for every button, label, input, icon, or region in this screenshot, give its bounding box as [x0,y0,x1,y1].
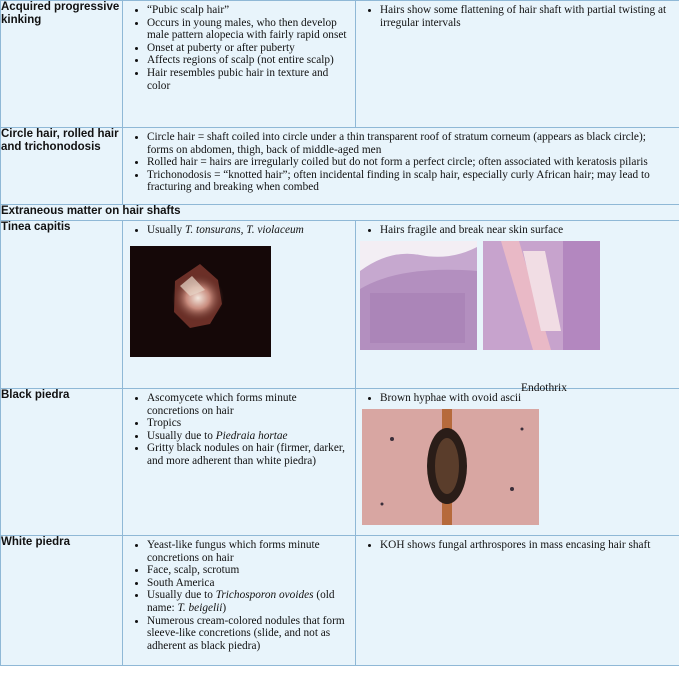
clinical-cell-white-piedra [123,536,356,666]
clinical-cell-acquired-kinking [123,1,356,128]
list-item: • Hairs show some flattening of hair shaft with partial twisting at irregular intervals [380,4,675,29]
table-row-white-piedra [1,536,679,666]
tinea-histology-photo-left [360,241,477,350]
list-item: • Yeast-like fungus which forms minute concretions on hair [147,539,351,564]
row-name-circle-hair: Circle hair, rolled hair and trichonodosis [1,128,123,205]
text-prefix: Usually [147,224,185,236]
clinical-cell-tinea-capitis [123,221,356,389]
organism-old-name: T. beigelii [177,601,223,614]
micro-cell-white-piedra [356,536,679,666]
list-item: • Occurs in young males, who then develop male pattern alopecia with fairly rapid onset [147,17,351,42]
text-prefix: Usually due to [147,589,216,602]
micro-cell-tinea-capitis [356,221,679,394]
list-item: • “Pubic scalp hair” [147,4,351,17]
list-item: • Brown hyphae with ovoid ascii [380,392,675,405]
list-item: • Affects regions of scalp (not entire scalp) [147,54,351,67]
text-middle: (old name: [147,589,335,614]
list-item: • South America [147,577,351,590]
description-cell-circle-hair [123,128,679,205]
micro-cell-black-piedra [356,389,679,536]
list-item: • Circle hair = shaft coiled into circle under a thin transparent roof of stratum corneum (appears as black circle); forms on abdomen, thigh, back of middle-aged men [147,131,675,156]
row-name-white-piedra: White piedra [1,536,123,666]
tinea-clinical-photo [130,246,271,357]
text-suffix: ) [222,601,227,614]
table-row-tinea-capitis [1,221,679,389]
row-name-tinea-capitis: Tinea capitis [1,221,123,389]
figure-caption: Endothrix [521,381,567,394]
row-name-acquired-kinking: Acquired progressive kinking [1,1,123,128]
list-item: • Hair resembles pubic hair in texture and color [147,67,351,92]
table-row-acquired-kinking [1,1,679,128]
organism-name: T. tonsurans, T. violaceum [184,224,304,236]
list-item [147,224,351,237]
table-row-black-piedra [1,389,679,536]
text-prefix: Usually due to [147,429,216,442]
list-item: • Rolled hair = hairs are irregularly coiled but do not form a perfect circle; often associated with keratosis pilaris [147,156,675,169]
section-title: Extraneous matter on hair shafts [1,205,679,221]
row-name-black-piedra: Black piedra [1,389,123,536]
organism-name: Piedraia hortae [215,429,288,442]
micro-cell-acquired-kinking [356,1,679,128]
organism-name: Trichosporon ovoides [215,589,314,602]
black-piedra-photo [362,409,539,525]
table-row-circle-hair [1,128,679,205]
section-header-row [1,205,679,221]
list-item: • KOH shows fungal arthrospores in mass encasing hair shaft [380,539,675,552]
list-item: • Onset at puberty or after puberty [147,42,351,55]
list-item: • Trichonodosis = “knotted hair”; often incidental finding in scalp hair, especially curly African hair; may lead to fracturing and breaking when combed [147,169,675,194]
list-item [147,589,351,614]
list-item: • Hairs fragile and break near skin surface [380,224,675,237]
list-item [147,430,351,443]
list-item: • Ascomycete which forms minute concretions on hair [147,392,351,417]
list-item: • Gritty black nodules on hair (firmer, darker, and more adherent than white piedra) [147,442,351,467]
tinea-histology-photo-right [483,241,600,350]
clinical-cell-black-piedra [123,389,356,536]
list-item: • Numerous cream-colored nodules that form sleeve-like concretions (slide, and not as adherent as black piedra) [147,615,351,653]
list-item: • Face, scalp, scrotum [147,564,351,577]
list-item: • Tropics [147,417,351,430]
